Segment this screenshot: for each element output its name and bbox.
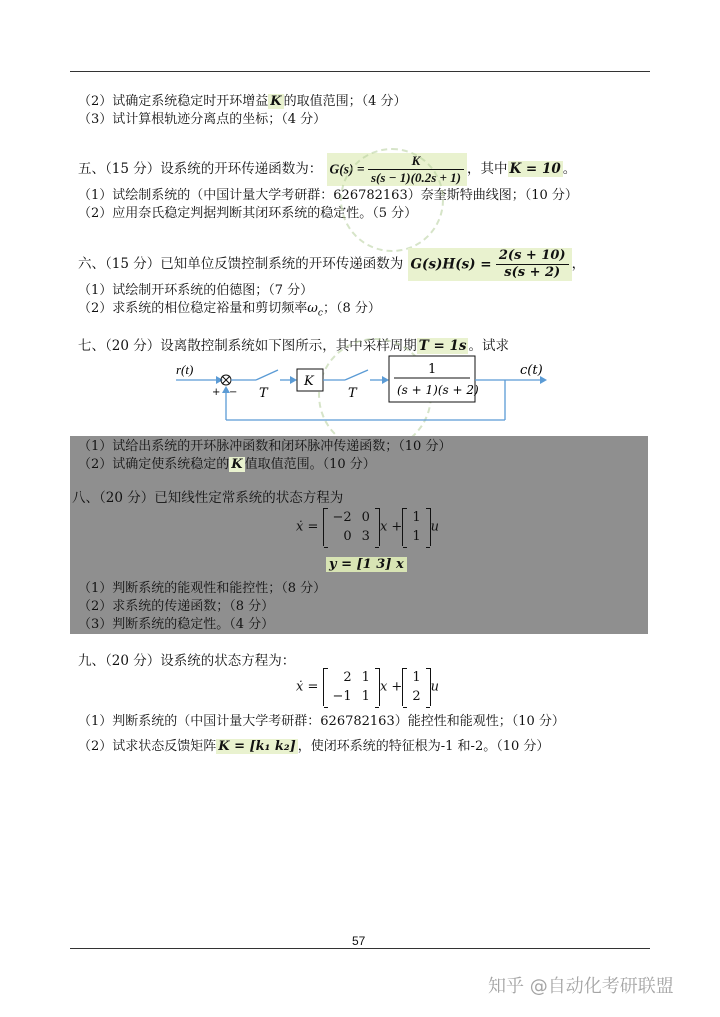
- q8-part3: （3）判断系统的稳定性。（4 分）: [78, 617, 275, 632]
- q6-part2: （2）求系统的相位稳定裕量和剪切频率$\omega_c$；（8 分）: [78, 301, 381, 319]
- q9-part2: （2）试求状态反馈矩阵 K = [k₁ k₂] ，使闭环系统的特征根为-1 和-2。（10 分）: [78, 739, 550, 754]
- q5-part1: （1）试绘制系统的（中国计量大学考研群：626782163）奈奎斯特曲线图；（10 分）: [78, 188, 578, 203]
- q7-title: 七、（20 分）设离散控制系统如下图所示，其中采样周期 T = 1s 。试求: [78, 338, 509, 354]
- input-label: r(t): [176, 362, 194, 377]
- matrix-a9: 2 1 −1 1: [323, 668, 380, 706]
- header-rule: [70, 71, 650, 72]
- sampler-switch-1: [256, 370, 278, 380]
- page-number: 57: [352, 934, 366, 948]
- sampler-label-2: T: [348, 386, 357, 401]
- matrix-b8: 1 1: [402, 508, 430, 546]
- plant-numerator: 1: [428, 362, 437, 377]
- sampler-label-1: T: [259, 386, 268, 401]
- matrix-a8: −2 0 0 3: [323, 508, 380, 546]
- q7-part1: （1）试给出系统的开环脉冲函数和闭环脉冲传递函数；（10 分）: [78, 439, 452, 454]
- q8-output-equation: y = [1 3] x: [326, 557, 407, 572]
- q8-part1: （1）判断系统的能观性和能控性；（8 分）: [78, 581, 327, 596]
- q8-state-equation: ẋ = −2 0 0 3 x + 1 1 u: [296, 510, 439, 544]
- q4-part3: （3）试计算根轨迹分离点的坐标；（4 分）: [78, 112, 327, 127]
- gain-block-label: K: [304, 374, 314, 389]
- watermark-stamp: [340, 148, 444, 252]
- q6-part1: （1）试绘制开环系统的伯德图；（7 分）: [78, 283, 314, 298]
- matrix-b9: 1 2: [402, 668, 430, 706]
- q7-part2: （2）试确定使系统稳定的 K 值取值范围。（10 分）: [78, 457, 376, 472]
- q8-title: 八、（20 分）已知线性定常系统的状态方程为: [72, 490, 344, 506]
- footer-rule: [70, 948, 650, 949]
- gh-fraction: $\frac{2(s + 10)}{s(s + 2)}$: [496, 248, 569, 281]
- sampler-switch-2: [345, 370, 368, 380]
- g-fraction: $\frac{K}{s(s - 1)(0.2s + 1)}$: [368, 153, 464, 186]
- q9-title: 九、（20 分）设系统的状态方程为：: [78, 653, 296, 669]
- q4-part2: （2）试确定系统稳定时开环增益 K 的取值范围；（4 分）: [78, 94, 407, 109]
- q5-title: 五、（15 分）设系统的开环传递函数为： G(s) = $\frac{K}{s(s - 1)(0.2s + 1)}$ ，其中 K = 10 。: [78, 153, 577, 185]
- q8-part2: （2）求系统的传递函数；（8 分）: [78, 599, 275, 614]
- q5-part2: （2）应用奈氏稳定判据判断其闭环系统的稳定性。（5 分）: [78, 206, 418, 221]
- plant-denominator: (s + 1)(s + 2): [397, 383, 479, 397]
- output-label: c(t): [520, 363, 543, 378]
- q9-part1: （1）判断系统的（中国计量大学考研群：626782163）能控性和能观性；（10 分）: [78, 714, 565, 729]
- q9-state-equation: ẋ = 2 1 −1 1 x + 1 2 u: [296, 670, 439, 704]
- plus-sign: +: [212, 387, 221, 398]
- minus-sign: −: [229, 387, 238, 398]
- block-diagram: [0, 352, 720, 442]
- watermark-text: 知乎 @自动化考研联盟: [488, 976, 674, 997]
- q6-title: 六、（15 分）已知单位反馈控制系统的开环传递函数为 G(s)H(s) = $\frac{2(s + 10)}{s(s + 2)}$ ，: [78, 248, 586, 280]
